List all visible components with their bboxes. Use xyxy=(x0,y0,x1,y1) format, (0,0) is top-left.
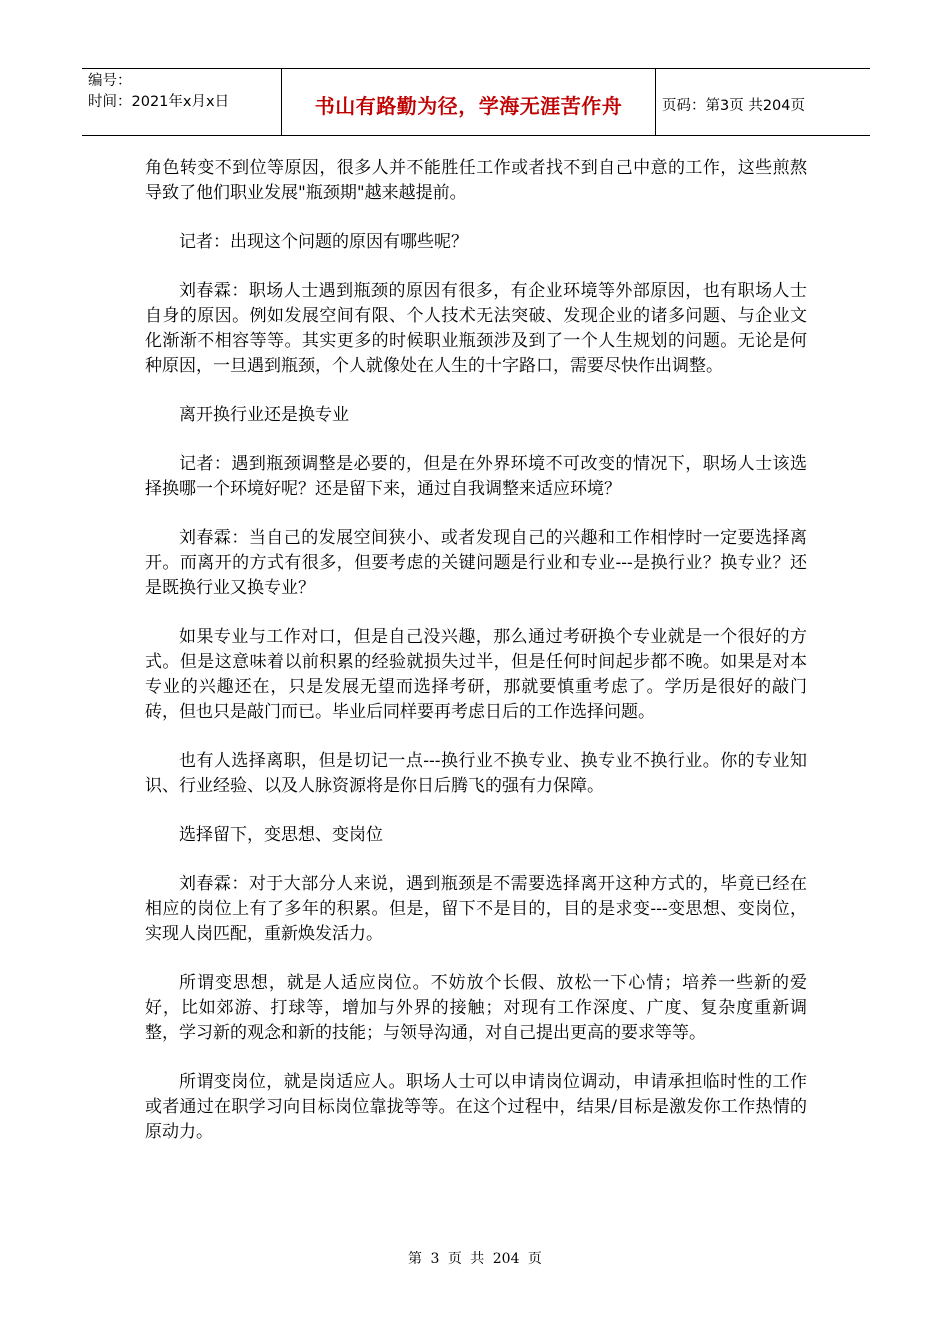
section-heading: 选择留下，变思想、变岗位 xyxy=(179,825,383,845)
paragraph: 记者：出现这个问题的原因有哪些呢？ xyxy=(179,232,468,252)
document-body xyxy=(145,156,807,1169)
paragraph: 刘春霖：当自己的发展空间狭小、或者发现自己的兴趣和工作相悖时一定要选择离开。而离开的方式有很多，但要考虑的关键问题是行业和专业---是换行业？换专业？还是既换行业又换专业？ xyxy=(145,528,807,598)
paragraph: 如果专业与工作对口，但是自己没兴趣，那么通过考研换个专业就是一个很好的方式。但是这意味着以前积累的经验就损失过半，但是任何时间起步都不晚。如果是对本专业的兴趣还在，只是发展无望而选择考研，那就要慎重考虑了。学历是很好的敲门砖，但也只是敲门而已。毕业后同样要再考虑日后的工作选择问题。 xyxy=(145,627,807,722)
paragraph: 刘春霖：职场人士遇到瓶颈的原因有很多，有企业环境等外部原因，也有职场人士自身的原因。例如发展空间有限、个人技术无法突破、发现企业的诸多问题、与企业文化渐渐不相容等等。其实更多的时候职业瓶颈涉及到了一个人生规划的问题。无论是何种原因，一旦遇到瓶颈，个人就像处在人生的十字路口，需要尽快作出调整。 xyxy=(145,281,807,376)
section-heading: 离开换行业还是换专业 xyxy=(179,405,349,425)
header-info-cell xyxy=(82,69,282,135)
page-footer: 第 3 页 共 204 页 xyxy=(408,1251,542,1267)
paragraph: 记者：遇到瓶颈调整是必要的，但是在外界环境不可改变的情况下，职场人士该选择换哪一个环境好呢？还是留下来，通过自我调整来适应环境？ xyxy=(145,454,807,499)
serial-number-label: 编号： xyxy=(88,73,132,89)
paragraph: 所谓变岗位，就是岗适应人。职场人士可以申请岗位调动，申请承担临时性的工作或者通过在职学习向目标岗位靠拢等等。在这个过程中，结果/目标是激发你工作热情的原动力。 xyxy=(145,1072,807,1142)
date-label: 时间：2021年x月x日 xyxy=(88,94,230,110)
paragraph: 角色转变不到位等原因，很多人并不能胜任工作或者找不到自己中意的工作，这些煎熬导致了他们职业发展"瓶颈期"越来越提前。 xyxy=(145,158,807,203)
header-page-cell xyxy=(656,69,870,135)
document-header xyxy=(82,68,870,136)
paragraph: 所谓变思想，就是人适应岗位。不妨放个长假、放松一下心情；培养一些新的爱好，比如郊游、打球等，增加与外界的接触；对现有工作深度、广度、复杂度重新调整，学习新的观念和新的技能；与领导沟通，对自己提出更高的要求等等。 xyxy=(145,973,807,1043)
header-motto-cell xyxy=(282,69,656,135)
header-page-label: 页码：第3页 共204页 xyxy=(662,97,806,114)
paragraph: 刘春霖：对于大部分人来说，遇到瓶颈是不需要选择离开这种方式的，毕竟已经在相应的岗位上有了多年的积累。但是，留下不是目的，目的是求变---变思想、变岗位，实现人岗匹配，重新焕发活力。 xyxy=(145,874,807,944)
motto-text: 书山有路勤为径，学海无涯苦作舟 xyxy=(314,93,623,118)
paragraph: 也有人选择离职，但是切记一点---换行业不换专业、换专业不换行业。你的专业知识、行业经验、以及人脉资源将是你日后腾飞的强有力保障。 xyxy=(145,751,807,796)
